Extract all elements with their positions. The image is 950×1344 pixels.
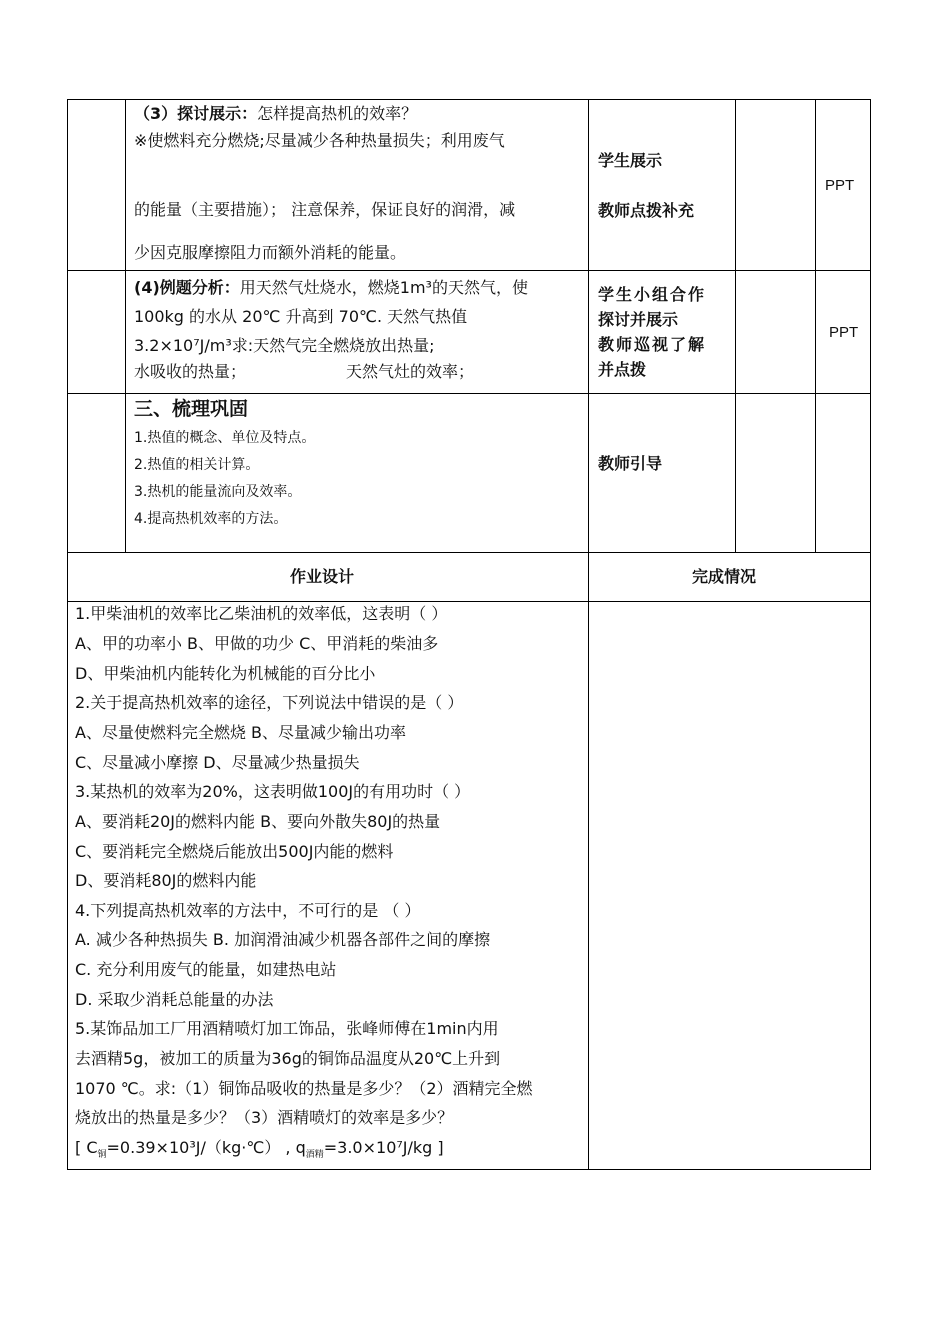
- review-item-2: 2.热值的相关计算。: [134, 457, 260, 473]
- vline-activity: [588, 99, 589, 1170]
- homework-line-9: C、要消耗完全燃烧后能放出500J内能的燃料: [75, 842, 394, 861]
- discussion-line-1: ※使燃料充分燃烧;尽量减少各种热量损失；利用废气: [134, 131, 505, 150]
- vline-content: [125, 99, 126, 553]
- homework-line-5: A、尽量使燃料完全燃烧 B、尽量减少输出功率: [75, 723, 407, 742]
- homework-line-4: 2.关于提高热机效率的途径，下列说法中错误的是（ ）: [75, 693, 464, 712]
- homework-header-right: 完成情况: [692, 567, 757, 586]
- homework-line-7: 3.某热机的效率为20%，这表明做100J的有用功时（ ）: [75, 782, 471, 801]
- homework-line-2: A、甲的功率小 B、甲做的功少 C、甲消耗的柴油多: [75, 634, 439, 653]
- example-activity-2: 探讨并展示: [598, 310, 679, 329]
- discussion-title: [134, 104, 417, 124]
- example-activity-1: 学生小组合作: [598, 285, 707, 304]
- homework-line-18: 烧放出的热量是多少？（3）酒精喷灯的效率是多少？: [75, 1108, 454, 1127]
- vline-right: [870, 99, 871, 1170]
- homework-line-11: 4.下列提高热机效率的方法中，不可行的是 （ ）: [75, 901, 421, 920]
- example-title-bold: (4)例题分析：: [134, 278, 240, 297]
- homework-line-1: 1.甲柴油机的效率比乙柴油机的效率低，这表明（ ）: [75, 604, 448, 623]
- homework-line-12: A. 减少各种热损失 B. 加润滑油减少机器各部件之间的摩擦: [75, 930, 491, 949]
- hline-2: [67, 393, 871, 394]
- formula-c-sub: 铜: [97, 1150, 107, 1161]
- discussion-media: PPT: [825, 177, 855, 194]
- hline-1: [67, 270, 871, 271]
- homework-line-16: 去酒精5g，被加工的质量为36g的铜饰品温度从20℃上升到: [75, 1049, 501, 1068]
- example-line-1: [134, 278, 528, 298]
- discussion-activity-2: 教师点拨补充: [598, 201, 695, 220]
- example-line-4b: 天然气灶的效率；: [346, 362, 475, 381]
- example-line-1-rest: 用天然气灶烧水，燃烧1m³的天然气，使: [239, 278, 528, 297]
- homework-formula: [75, 1138, 444, 1165]
- hline-3: [67, 552, 871, 553]
- vline-col4: [735, 99, 736, 553]
- homework-line-6: C、尽量减小摩擦 D、尽量减少热量损失: [75, 753, 360, 772]
- discussion-title-rest: 怎样提高热机的效率？: [257, 104, 418, 123]
- hline-4: [67, 601, 871, 602]
- homework-line-13: C. 充分利用废气的能量，如建热电站: [75, 960, 337, 979]
- discussion-activity-1: 学生展示: [598, 151, 663, 170]
- review-item-1: 1.热值的概念、单位及特点。: [134, 430, 316, 446]
- discussion-title-bold: （3）探讨展示：: [134, 104, 258, 123]
- homework-line-10: D、要消耗80J的燃料内能: [75, 871, 257, 890]
- example-line-3: 3.2×10⁷J/m³求:天然气完全燃烧放出热量;: [134, 336, 435, 355]
- vline-col5: [815, 99, 816, 553]
- hline-top: [67, 99, 871, 100]
- example-line-2: 100kg 的水从 20℃ 升高到 70℃. 天然气热值: [134, 307, 468, 326]
- formula-q-rest: =3.0×10⁷J/kg ]: [323, 1138, 444, 1157]
- review-item-4: 4.提高热机效率的方法。: [134, 511, 288, 527]
- vline-left: [67, 99, 68, 1170]
- discussion-line-3: 少因克服摩擦阻力而额外消耗的能量。: [134, 243, 407, 262]
- homework-line-8: A、要消耗20J的燃料内能 B、要向外散失80J的热量: [75, 812, 441, 831]
- example-activity-4: 并点拨: [598, 360, 647, 379]
- homework-line-17: 1070 ℃。求:（1）铜饰品吸收的热量是多少？（2）酒精完全燃: [75, 1079, 533, 1098]
- discussion-line-2: 的能量（主要措施）； 注意保养，保证良好的润滑，减: [134, 200, 516, 219]
- formula-q-sub: 酒精: [305, 1150, 324, 1161]
- review-title: 三、梳理巩固: [134, 398, 249, 420]
- example-line-4a: 水吸收的热量；: [134, 362, 247, 381]
- example-activity-3: 教师巡视了解: [598, 335, 707, 354]
- formula-c: [ C: [75, 1138, 98, 1157]
- homework-line-3: D、甲柴油机内能转化为机械能的百分比小: [75, 664, 376, 683]
- homework-line-14: D. 采取少消耗总能量的办法: [75, 990, 274, 1009]
- formula-c-rest: =0.39×10³J/（kg·℃） , q: [106, 1138, 306, 1157]
- example-media: PPT: [829, 324, 859, 341]
- hline-bottom: [67, 1169, 871, 1170]
- review-activity: 教师引导: [598, 454, 663, 473]
- homework-line-15: 5.某饰品加工厂用酒精喷灯加工饰品，张峰师傅在1min内用: [75, 1019, 499, 1038]
- review-item-3: 3.热机的能量流向及效率。: [134, 484, 302, 500]
- homework-header-left: 作业设计: [290, 567, 355, 586]
